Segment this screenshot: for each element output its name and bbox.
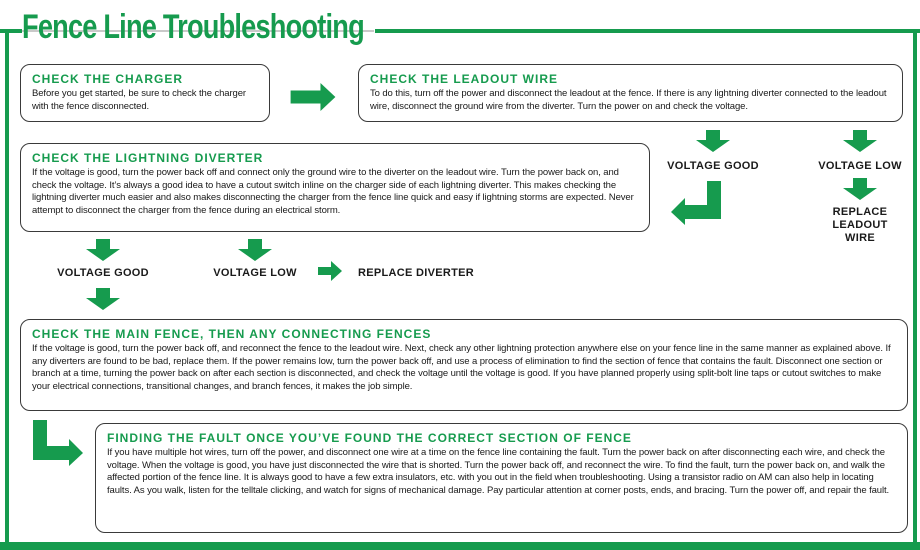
box-finding-the-fault <box>95 423 908 533</box>
frame-left-border <box>5 29 9 550</box>
label-voltage-good-diverter: VOLTAGE GOOD <box>57 267 149 279</box>
label-replace-leadout-wire: REPLACE LEADOUT WIRE <box>832 206 888 245</box>
box-check-main-fence-heading: CHECK THE MAIN FENCE, THEN ANY CONNECTING FENCES <box>32 327 432 341</box>
arrow-elbow-down-right-icon <box>31 420 83 466</box>
label-voltage-low-diverter: VOLTAGE LOW <box>213 267 297 279</box>
arrow-down-icon <box>696 130 730 152</box>
frame-bottom-border <box>0 542 920 550</box>
box-check-charger-heading: CHECK THE CHARGER <box>32 72 184 86</box>
box-check-lightning-diverter <box>20 143 650 232</box>
box-finding-the-fault-heading: FINDING THE FAULT ONCE YOU’VE FOUND THE CORRECT SECTION OF FENCE <box>107 431 632 445</box>
arrow-down-icon <box>238 239 272 261</box>
arrow-down-icon <box>86 239 120 261</box>
box-check-leadout-wire-heading: CHECK THE LEADOUT WIRE <box>370 72 558 86</box>
box-check-main-fence <box>20 319 908 411</box>
box-finding-the-fault-body: If you have multiple hot wires, turn off the power, and disconnect one wire at a time on the fence line containing the fault. Turn the power back on after disconnecting each wire, and check the voltage. When the voltage is good, you have just disconnected the wire that is shorted. Turn the power back off, and reconnect the wire. To find the fault, turn the power back on, and walk the affected portion of the fence line. It is always good to have a few extra insulators, etc. with you out in the field when troubleshooting. Using a transistor radio on AM can also help in locating faults. As you walk, listen for the telltale clicking, and watch for signs of mechanical damage. Pay particular attention at corner posts, ends, and bracing. Turn the power off, and repair the fault. <box>107 447 890 497</box>
arrow-down-icon <box>843 130 877 152</box>
box-check-charger <box>20 64 270 122</box>
box-check-main-fence-body: If the voltage is good, turn the power back off, and reconnect the fence to the leadout wire. Next, check any other lightning protection anywhere else on your fence line in the same manner as explained above. If any diverters are found to be bad, replace them. If the power remains low, turn the power back off, and use a process of elimination to find the section of fence that contains the fault. Disconnect one section or branch at a time, turning the power back on after each section is disconnected, and check the voltage until the voltage is good. If you have planned properly using split-bolt line taps or cutout switches to make your electrical connections, transitional changes, and branch fences, it makes the job simple. <box>32 343 891 393</box>
arrow-down-icon <box>86 288 120 310</box>
box-check-lightning-diverter-heading: CHECK THE LIGHTNING DIVERTER <box>32 151 264 165</box>
box-check-lightning-diverter-body: If the voltage is good, turn the power back off and connect only the ground wire to the diverter on the leadout wire. Turn the power back on, and check the voltage. It’s always a good idea to have a cutout switch inline on the charger side of each lightning diverter. This makes checking the lightning diverter much easier and also makes disconnecting the charger from the fence line quick and easy if lightning storms are expected. Never attempt to disconnect the charger from the fence during an electrical storm. <box>32 167 634 217</box>
title-rule-right <box>375 29 920 33</box>
frame-right-border <box>913 29 917 546</box>
arrow-down-icon <box>843 178 877 200</box>
box-check-leadout-wire-body: To do this, turn off the power and disconnect the leadout at the fence. If there is any lightning diverter connected to the leadout wire, disconnect the ground wire from the diverter. Turn the power on and check the voltage. <box>370 88 887 112</box>
label-voltage-low-leadout: VOLTAGE LOW <box>818 160 902 172</box>
arrow-elbow-down-left-icon <box>671 181 723 225</box>
page-title: Fence Line Troubleshooting <box>22 8 364 46</box>
label-replace-diverter: REPLACE DIVERTER <box>358 267 475 279</box>
arrow-right-icon <box>288 83 338 111</box>
label-voltage-good-leadout: VOLTAGE GOOD <box>667 160 759 172</box>
arrow-right-small-icon <box>318 261 342 281</box>
box-check-charger-body: Before you get started, be sure to check the charger with the fence disconnected. <box>32 88 246 112</box>
box-check-leadout-wire <box>358 64 903 122</box>
title-rule-left <box>0 29 22 33</box>
